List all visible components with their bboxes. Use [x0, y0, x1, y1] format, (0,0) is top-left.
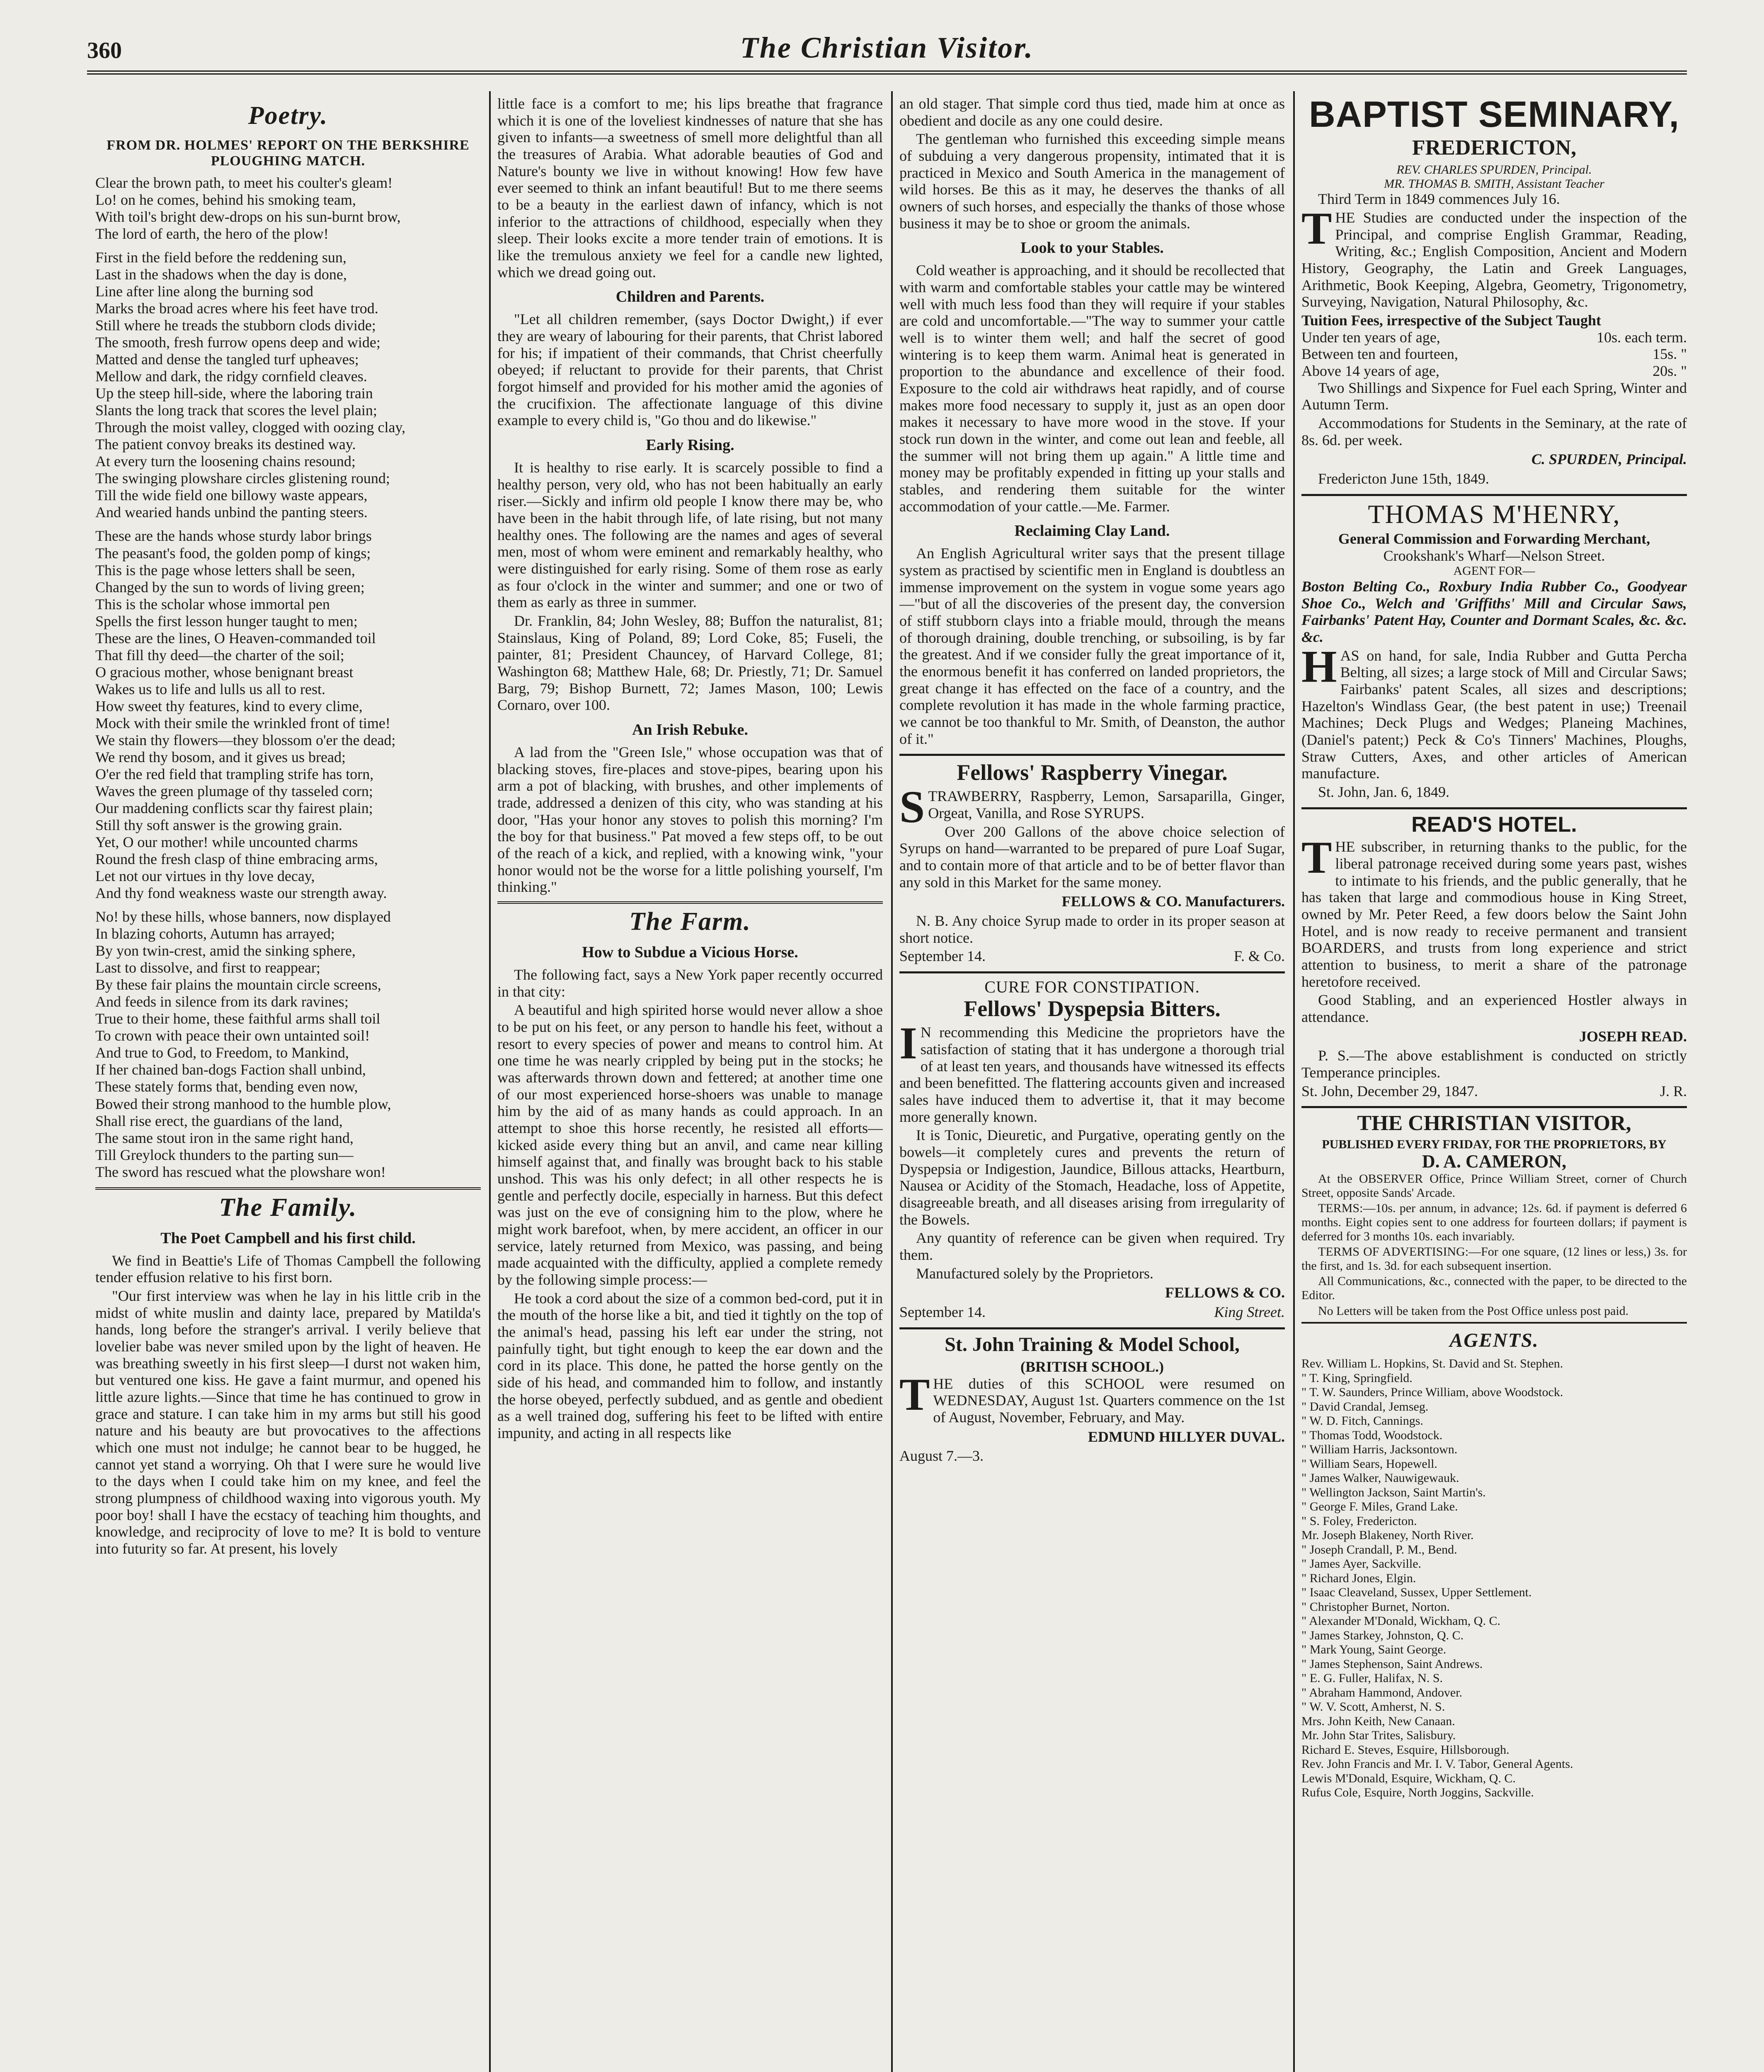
place: King Street.: [1214, 1304, 1285, 1321]
principal: REV. CHARLES SPURDEN, Principal.: [1396, 163, 1592, 177]
seminary-subheading: FREDERICTON,: [1412, 136, 1577, 160]
column-3: [899, 95, 1285, 2072]
poem-line: Changed by the sun to words of living green;: [95, 579, 365, 595]
poem-line: To crown with peace their own untainted soil!: [95, 1027, 370, 1044]
poem-line: And true to God, to Freedom, to Mankind,: [95, 1044, 349, 1061]
masthead: [87, 25, 1687, 75]
poem-line: Still thy soft answer is the growing grain.: [95, 817, 342, 834]
poem-line: O'er the red field that trampling strife has torn,: [95, 765, 374, 782]
column-rule: [1293, 91, 1295, 2072]
agent-entry: Lewis M'Donald, Esquire, Wickham, Q. C.: [1301, 1771, 1516, 1785]
poem-line: Slants the long track that scores the level plain;: [95, 402, 377, 419]
poem-line: This is the page whose letters shall be seen,: [95, 562, 355, 579]
paragraph: little face is a comfort to me; his lips breathe that fragrance which it is one of the loveliest kindnesses of nature that she has given to infants—a sweetness of smell more delightful than all the treasures of Arabia. What adorable beauties of God and Nature's bounty we live in without knowing! How few have ever seemed to think an infant beautiful! But to me there seems to be a beauty in the earliest dawn of infancy, which is not inferior to the attractions of childhood, especially when they sleep. Their looks excite a more tender train of emotions. It is like the tremulous anxiety we feel for a candle new lighted, which we dread going out.: [497, 95, 883, 281]
poem-line: Till Greylock thunders to the parting sun—: [95, 1146, 354, 1163]
poem-line: Through the moist valley, clogged with oozing clay,: [95, 419, 406, 436]
fees-title: Tuition Fees, irrespective of the Subject Taught: [1301, 312, 1602, 329]
cure-heading: CURE FOR CONSTIPATION.: [984, 978, 1200, 997]
paragraph: Cold weather is approaching, and it should be recollected that with warm and comfortable stables your cattle may be wintered well with much less food than they will require if your stables are cold and uncomfortable.—"The way to summer your cattle well is to winter them well; and half the secret of good wintering is to keep them warm. Animal heat is generated in proportion to the abundance and excellence of their food. Exposure to the cold air withdraws heat rapidly, and of course makes more food necessary to supply it, just as an open door makes it necessary to have more wood in the stove. If your stock run down in the winter, and come out lean and feeble, all the summer will not bring them up again." A little time and money may be profitably expended in fitting up your stalls and stables, and rendering them suitable for the winter accommodation of your cattle.—Me. Farmer.: [899, 262, 1285, 515]
poem-line: Mock with their smile the wrinkled front of time!: [95, 714, 390, 731]
clay-title: Reclaiming Clay Land.: [1014, 522, 1170, 540]
bitters-heading: Fellows' Dyspepsia Bitters.: [964, 996, 1221, 1021]
agent-entry: " Joseph Crandall, P. M., Bend.: [1301, 1542, 1457, 1556]
date: September 14.: [899, 948, 986, 965]
poem-line: Last in the shadows when the day is done,: [95, 266, 347, 283]
paragraph: Over 200 Gallons of the above choice selection of Syrups on hand—warranted to be prepared of pure Loaf Sugar, and to contain more of that article and to be of better flavor than any sold in this Market for the same money.: [899, 823, 1285, 891]
poem-line: How sweet thy features, kind to every clime,: [95, 697, 363, 714]
paragraph: THE subscriber, in returning thanks to the public, for the liberal patronage received during some years past, wishes to intimate to his friends, and the public generally, that he has taken that large and commodious house in King Street, owned by Mr. Peter Reed, a few doors below the Saint John Hotel, and is now ready to receive permanent and transient BOARDERS, and trusts from long experience and strict attention to business, to merit a share of the patronage heretofore received.: [1301, 832, 1687, 990]
paragraph: Accommodations for Students in the Seminary, at the rate of 8s. 6d. per week.: [1301, 415, 1687, 448]
paragraph: A lad from the "Green Isle," whose occupation was that of blacking stoves, fire-places and stove-pipes, bearing upon his arm a pot of blacking, with brushes, and other implements of trade, addressed a denizen of this city, who was standing at his door, "Has your honor any stoves to polish this morning? I'm the boy for that business." Pat moved a few steps off, to be out of the reach of a kick, and replied, with a knowing wink, "your honor would not be the worse for a little polishing yourself, I'm thinking.": [497, 743, 883, 896]
stanza: [95, 908, 481, 1181]
vinegar-ad: [899, 754, 1285, 965]
poetry-header: Poetry.: [248, 102, 328, 130]
agent-entry: " James Ayer, Sackville.: [1301, 1557, 1422, 1571]
paragraph: TERMS:—10s. per annum, in advance; 12s. 6d. if payment is deferred 6 months. Eight copies sent to one address for fourteen dollars; if payment is deferred for 3 months 10s. each invariably.: [1301, 1201, 1687, 1243]
family-header: The Family.: [95, 1187, 481, 1222]
poem-line: The swinging plowshare circles glistening round;: [95, 470, 390, 487]
column-4: [1301, 95, 1687, 2072]
poem-line: Still where he treads the stubborn clods divide;: [95, 317, 376, 334]
school-signature: EDMUND HILLYER DUVAL.: [1088, 1428, 1285, 1445]
poem-line: In blazing cohorts, Autumn has arrayed;: [95, 925, 335, 942]
poem-line: By these fair plains the mountain circle screens,: [95, 976, 381, 993]
initials: F. & Co.: [1233, 948, 1285, 965]
agent-entry: " S. Foley, Fredericton.: [1301, 1514, 1417, 1528]
seminary-signature: C. SPURDEN, Principal.: [1531, 451, 1687, 468]
stables-title: Look to your Stables.: [1020, 239, 1164, 257]
reads-ad: [1301, 807, 1687, 1100]
paragraph: Any quantity of reference can be given when required. Try them.: [899, 1230, 1285, 1264]
paragraph: The following fact, says a New York paper recently occurred in that city:: [497, 966, 883, 1000]
paragraph: Manufactured solely by the Proprietors.: [916, 1265, 1153, 1282]
agents-list: [1301, 1357, 1687, 1800]
school-ad: [899, 1327, 1285, 1464]
column-1: [95, 95, 481, 2072]
bitters-ad: [899, 971, 1285, 1321]
poem-line: The same stout iron in the same right hand,: [95, 1129, 354, 1146]
poem: [95, 174, 481, 1181]
paragraph: THE duties of this SCHOOL were resumed on WEDNESDAY, August 1st. Quarters commence on the 1st of August, November, February, and May.: [899, 1369, 1285, 1426]
poem-line: If her chained ban-dogs Faction shall unbind,: [95, 1061, 366, 1078]
column-2: [497, 95, 883, 2072]
fee-row: Between ten and fourteen, 15s. ": [1301, 346, 1687, 363]
dateline: [899, 1304, 1285, 1321]
agent-entry: " James Stephenson, Saint Andrews.: [1301, 1657, 1483, 1671]
paragraph: Boston Belting Co., Roxbury India Rubber Co., Goodyear Shoe Co., Welch and 'Griffiths' Mill and Circular Saws, Fairbanks' Patent Hay, Counter and Dormant Scales, &c. &c. &c.: [1301, 578, 1687, 645]
agent-entry: " William Sears, Hopewell.: [1301, 1457, 1437, 1471]
paragraph: Dr. Franklin, 84; John Wesley, 88; Buffon the naturalist, 81; Stainslaus, King of Poland, 89; Lord Coke, 85; Fuseli, the painter, 81; President Chauncey, of Harvard College, 81; Washington 68; Matthew Hale, 68; Dr. Priestly, 71; Dr. Samuel Barg, 79; Bishop Burnett, 72; James Mason, 100; Lewis Cornaro, over 100.: [497, 612, 883, 714]
agent-entry: Rev. John Francis and Mr. I. V. Tabor, General Agents.: [1301, 1757, 1573, 1771]
poem-line: O gracious mother, whose benignant breast: [95, 663, 354, 680]
date: August 7.—3.: [899, 1447, 984, 1464]
term: Third Term in 1849 commences July 16.: [1318, 191, 1560, 208]
poem-line: Waves the green plumage of thy tasseled corn;: [95, 782, 373, 799]
school-heading: St. John Training & Model School,: [945, 1333, 1240, 1356]
poem-line: Bowed their strong manhood to the humble plow,: [95, 1095, 391, 1112]
mchenry-agent: AGENT FOR—: [1453, 564, 1535, 578]
paragraph: At the OBSERVER Office, Prince William Street, corner of Church Street, opposite Sands' Arcade.: [1301, 1172, 1687, 1200]
date: Fredericton June 15th, 1849.: [1318, 470, 1489, 487]
paragraph: "Let all children remember, (says Doctor Dwight,) if ever they are weary of labouring for their parents, that Christ labored for his; if impatient of their commands, that Christ cheerfully obeyed; if reluctant to provide for their parents, that Christ forgot himself and provided for his mother amid the agonies of the crucifixion. The affectionate language of this divine example to every child is, "Go thou and do likewise.": [497, 311, 883, 429]
divider: [1301, 1322, 1687, 1324]
date: September 14.: [899, 1304, 986, 1321]
agents-heading: AGENTS.: [1449, 1329, 1539, 1352]
reads-heading: READ'S HOTEL.: [1411, 812, 1577, 837]
date: St. John, Jan. 6, 1849.: [1318, 783, 1450, 800]
children-title: Children and Parents.: [615, 288, 765, 306]
poem-line: Spells the first lesson hunger taught to men;: [95, 612, 358, 629]
poem-line: These stately forms that, bending even now,: [95, 1078, 358, 1095]
paragraph: THE Studies are conducted under the inspection of the Principal, and comprise English Grammar, Reading, Writing, &c.; English Composition, Ancient and Modern History, Geography, the Latin and Greek Languages, Arithmetic, Book Keeping, Algebra, Geometry, Trigonometry, Surveying, Navigation, Natural Philosophy, &c.: [1301, 203, 1687, 310]
agent-entry: " W. V. Scott, Amherst, N. S.: [1301, 1700, 1445, 1714]
agent-entry: " Alexander M'Donald, Wickham, Q. C.: [1301, 1614, 1500, 1628]
agent-entry: " Richard Jones, Elgin.: [1301, 1571, 1416, 1585]
poem-line: This is the scholar whose immortal pen: [95, 595, 330, 612]
dateline: [1301, 1083, 1687, 1100]
agent-entry: Richard E. Steves, Esquire, Hillsborough.: [1301, 1743, 1510, 1757]
poem-line: Let not our virtues in thy love decay,: [95, 868, 315, 885]
mchenry-ad: [1301, 494, 1687, 801]
visitor-heading: THE CHRISTIAN VISITOR,: [1357, 1111, 1631, 1135]
agent-entry: " Isaac Cleaveland, Sussex, Upper Settlement.: [1301, 1585, 1532, 1600]
poem-line: With toil's bright dew-drops on his sun-burnt brow,: [95, 208, 401, 225]
agent-entry: " George F. Miles, Grand Lake.: [1301, 1500, 1458, 1514]
agent-entry: " Christopher Burnet, Norton.: [1301, 1600, 1450, 1614]
paragraph: "Our first interview was when he lay in his little crib in the midst of white muslin and dainty lace, prepared by Matilda's hands, long before the stranger's arrival. I verily believe that lovelier babe was never smiled upon by the light of heaven. He was breathing sweetly in his first sleep—I durst not waken him, but ventured one kiss. He gave a faint murmur, and opened his little azure lights.—Since that time he has continued to grow in grace and stature. I can take him in my arms but still his good nature and his beauty are but provocatives to the affections which one must not indulge; he cannot bear to be hugged, he cannot yet stand a worrying. Oh that I were sure he would live to the days when I could take him on my knee, and feel the strong plumpness of childhood waxing into vigorous youth. My poor boy! shall I have the ecstacy of teaching him thoughts, and knowledge, and reciprocity of love to me? It is bold to venture into futurity so far. At present, his lovely: [95, 1288, 481, 1557]
poem-line: By yon twin-crest, amid the sinking sphere,: [95, 942, 356, 959]
paragraph: An English Agricultural writer says that the present tillage system as practised by scientific men in England is doubtless an immense improvement on the system in vogue some years ago—"but of all the discoveries of the present day, the conversion of stiff stubborn clays into a friable mould, through the means of thorough draining, double trenching, or subsoiling, is by far the greatest. And if we consider fully the great importance of it, the enormous benefit it has conferred on landed proprietors, the great change it has effected on the face of a country, and the complete revolution it has made in the whole farming practice, we cannot be too thankful to Mr. Smith, of Deanston, the author of it.": [899, 545, 1285, 747]
school-subheading: (BRITISH SCHOOL.): [1020, 1358, 1164, 1375]
agent-entry: " T. King, Springfield.: [1301, 1371, 1413, 1385]
poem-line: The lord of earth, the hero of the plow!: [95, 225, 329, 242]
mchenry-address: Crookshank's Wharf—Nelson Street.: [1383, 547, 1605, 564]
paragraph: No Letters will be taken from the Post Office unless post paid.: [1318, 1304, 1629, 1318]
poem-line: That fill thy deed—the charter of the soil;: [95, 646, 344, 663]
paragraph: HAS on hand, for sale, India Rubber and Gutta Percha Belting, all sizes; a large stock of Mill and Circular Saws; Fairbanks' patent Scales, all sizes and descriptions; Hazelton's Windlass Gear, (the best patent in use;) Treenail Machines; Deck Plugs and Wedges; Planeing Machines, (Daniel's patent;) Peck & Co's Tinners' Machines, Ploughs, Straw Cutters, Axes, and other articles of American manufacture.: [1301, 641, 1687, 782]
running-head: The Christian Visitor.: [740, 31, 1034, 64]
paragraph: Two Shillings and Sixpence for Fuel each Spring, Winter and Autumn Term.: [1301, 379, 1687, 413]
horse-title: How to Subdue a Vicious Horse.: [582, 944, 798, 961]
fee-row: Under ten years of age, 10s. each term.: [1301, 329, 1687, 346]
paragraph: We find in Beattie's Life of Thomas Campbell the following tender effusion relative to his first born.: [95, 1252, 481, 1286]
poem-line: Till the wide field one billowy waste appears,: [95, 487, 368, 504]
poem-title: FROM DR. HOLMES' REPORT ON THE BERKSHIRE PLOUGHING MATCH.: [107, 138, 470, 169]
agent-entry: " Abraham Hammond, Andover.: [1301, 1685, 1463, 1699]
poem-line: Yet, O our mother! while uncounted charms: [95, 834, 358, 851]
poem-line: Mellow and dark, the ridgy cornfield cleaves.: [95, 368, 367, 385]
visitor-editor: D. A. CAMERON,: [1422, 1151, 1567, 1172]
paragraph: IN recommending this Medicine the proprietors have the satisfaction of stating that it has undergone a thorough trial of at least ten years, and thousands have witnessed its effects and been benefitted. The flattering accounts given and increased sales have induced them to advertise it, that it may become more generally known.: [899, 1018, 1285, 1125]
fee-row: Above 14 years of age, 20s. ": [1301, 363, 1687, 380]
poem-line: Round the fresh clasp of thine embracing arms,: [95, 851, 378, 868]
farm-header: The Farm.: [497, 901, 883, 936]
stanza: [95, 174, 481, 242]
rebuke-title: An Irish Rebuke.: [632, 721, 748, 739]
poem-line: At every turn the loosening chains resound;: [95, 453, 356, 470]
seminary-heading: BAPTIST SEMINARY,: [1309, 95, 1679, 135]
poem-line: And thy fond weakness waste our strength away.: [95, 885, 387, 902]
paragraph: an old stager. That simple cord thus tied, made him at once as obedient and docile as any one could desire.: [899, 95, 1285, 129]
poem-line: Last to dissolve, and first to reappear;: [95, 959, 320, 976]
agent-entry: Rev. William L. Hopkins, St. David and St. Stephen.: [1301, 1357, 1563, 1371]
agent-entry: " T. W. Saunders, Prince William, above Woodstock.: [1301, 1385, 1563, 1399]
poem-line: The sword has rescued what the plowshare won!: [95, 1163, 386, 1180]
paragraph: A beautiful and high spirited horse would never allow a shoe to be put on his feet, or any person to handle his feet, without a resort to every species of power and means to control him. At one time he was nearly crippled by being put in the stocks; he was afterwards thrown down and fettered; at another time one of our most experienced horse-shoers was unable to manage him by the aid of as many hands as could approach. In an attempt to shoe this horse recently, he resisted all efforts—kicked aside every thing but an anvil, and came near killing himself against that, and finally was brought back to his stable unshod. This was his only defect; in all other respects he is gentle and perfectly docile, especially in harness. But this defect was just on the eve of consigning him to the plow, where he might work barefoot, when, by mere accident, an officer in our service, lately returned from Mexico, was passing, and being made acquainted with the difficulty, applied a complete remedy by the following simple process:—: [497, 1002, 883, 1288]
paragraph: Good Stabling, and an experienced Hostler always in attendance.: [1301, 992, 1687, 1025]
agent-entry: Mrs. John Keith, New Canaan.: [1301, 1714, 1455, 1728]
poem-line: Wakes us to life and lulls us all to rest.: [95, 680, 326, 697]
poem-line: Clear the brown path, to meet his coulter's gleam!: [95, 174, 393, 191]
paragraph: STRAWBERRY, Raspberry, Lemon, Sarsaparilla, Ginger, Orgeat, Vanilla, and Rose SYRUPS.: [899, 782, 1285, 833]
poem-line: These are the hands whose sturdy labor brings: [95, 528, 372, 545]
poem-line: The peasant's food, the golden pomp of kings;: [95, 545, 371, 562]
paragraph: It is Tonic, Dieuretic, and Purgative, operating gently on the bowels—it completely cures and prevents the return of Dyspepsia or Indigestion, Jaundice, Billous attacks, Heartburn, Nausea or Acidity of the Stomach, Headache, loss of Appetite, disagreeable breath, and all diseases arising from irregularity of the Bowels.: [899, 1127, 1285, 1228]
agent-entry: " William Harris, Jacksontown.: [1301, 1443, 1458, 1457]
poem-line: True to their home, these faithful arms shall toil: [95, 1010, 380, 1027]
mchenry-heading: THOMAS M'HENRY,: [1368, 499, 1621, 529]
poem-line: First in the field before the reddening sun,: [95, 249, 346, 266]
poem-line: And wearied hands unbind the panting steers.: [95, 504, 368, 521]
agent-entry: Mr. John Star Trites, Salisbury.: [1301, 1728, 1456, 1743]
agent-entry: " E. G. Fuller, Halifax, N. S.: [1301, 1671, 1443, 1685]
visitor-notice: [1301, 1106, 1687, 1800]
family-article-title: The Poet Campbell and his first child.: [160, 1229, 416, 1247]
vinegar-ad-heading: Fellows' Raspberry Vinegar.: [957, 760, 1228, 785]
poem-line: And feeds in silence from its dark ravines;: [95, 993, 349, 1010]
poem-line: The patient convoy breaks its destined way.: [95, 436, 356, 453]
paragraph: It is healthy to rise early. It is scarcely possible to find a healthy person, very old, who has not been habitually an early riser.—Sickly and infirm old people I know there may be, who have been in the habit through life, of late rising, but not many healthy ones. The following are the names and ages of several men, most of whom were eminent and remarkably healthy, who were distinguished for early rising. Some of them rose as early as four o'clock in the winter and summer; and one or two of them as early as three in summer.: [497, 459, 883, 611]
poem-line: Shall rise erect, the guardians of the land,: [95, 1112, 343, 1129]
poem-line: We stain thy flowers—they blossom o'er the dead;: [95, 731, 396, 748]
agent-entry: Mr. Joseph Blakeney, North River.: [1301, 1528, 1474, 1542]
column-rule: [489, 91, 491, 2072]
dateline: [899, 948, 1285, 965]
poem-line: Our maddening conflicts scar thy fairest plain;: [95, 799, 373, 816]
agent-entry: " Wellington Jackson, Saint Martin's.: [1301, 1485, 1486, 1499]
teacher: MR. THOMAS B. SMITH, Assistant Teacher: [1384, 177, 1604, 191]
poem-line: Matted and dense the tangled turf upheaves;: [95, 351, 359, 368]
poem-line: Marks the broad acres where his feet have trod.: [95, 300, 378, 317]
poem-line: We rend thy bosom, and it gives us bread;: [95, 748, 346, 765]
page-number: 360: [87, 38, 122, 63]
rising-title: Early Rising.: [646, 436, 734, 454]
date: St. John, December 29, 1847.: [1301, 1082, 1478, 1099]
agent-entry: " David Crandal, Jemseg.: [1301, 1399, 1429, 1414]
paragraph: TERMS OF ADVERTISING:—For one square, (12 lines or less,) 3s. for the first, and 1s. 3d. for each subsequent insertion.: [1301, 1245, 1687, 1273]
poem-line: No! by these hills, whose banners, now displayed: [95, 908, 391, 925]
vinegar-signature: FELLOWS & CO. Manufacturers.: [1061, 893, 1285, 910]
agent-entry: " James Starkey, Johnston, Q. C.: [1301, 1628, 1464, 1642]
stanza: [95, 528, 481, 902]
poem-line: Up the steep hill-side, where the laboring train: [95, 385, 373, 402]
initials: J. R.: [1660, 1082, 1687, 1099]
poem-line: Line after line along the burning sod: [95, 283, 313, 300]
reads-signature: JOSEPH READ.: [1579, 1028, 1687, 1045]
paragraph: N. B. Any choice Syrup made to order in its proper season at short notice.: [899, 913, 1285, 946]
stanza: [95, 249, 481, 521]
agent-entry: Rufus Cole, Esquire, North Joggins, Sackville.: [1301, 1786, 1534, 1800]
poem-line: The smooth, fresh furrow opens deep and wide;: [95, 334, 380, 351]
mchenry-subheading: General Commission and Forwarding Merchant,: [1338, 530, 1650, 547]
visitor-publisher-line: PUBLISHED EVERY FRIDAY, FOR THE PROPRIETORS, BY: [1322, 1137, 1667, 1151]
poem-line: Lo! on he comes, behind his smoking team,: [95, 191, 356, 208]
agent-entry: " Mark Young, Saint George.: [1301, 1643, 1447, 1657]
agent-entry: " James Walker, Nauwigewauk.: [1301, 1471, 1459, 1485]
paragraph: The gentleman who furnished this exceeding simple means of subduing a very dangerous propensity, intimated that it is practiced in Mexico and South America in the management of wild horses. Be this as it may, he deserves the thanks of all owners of such horses, and especially the thanks of those whose business it may be to shoe or groom the animals.: [899, 131, 1285, 232]
agent-entry: " W. D. Fitch, Cannings.: [1301, 1414, 1423, 1428]
column-rule: [891, 91, 893, 2072]
paragraph: P. S.—The above establishment is conducted on strictly Temperance principles.: [1301, 1047, 1687, 1081]
agent-entry: " Thomas Todd, Woodstock.: [1301, 1428, 1443, 1442]
bitters-signature: FELLOWS & CO.: [1165, 1284, 1285, 1301]
paragraph: All Communications, &c., connected with the paper, to be directed to the Editor.: [1301, 1274, 1687, 1302]
poem-line: These are the lines, O Heaven-commanded toil: [95, 629, 376, 646]
paragraph: He took a cord about the size of a common bed-cord, put it in the mouth of the horse like a bit, and tied it tightly on the top of the animal's head, passing his left ear under the string, not painfully tight, but tight enough to keep the ear down and the cord in its place. This done, he patted the horse gently on the side of his head, and commanded him to follow, and instantly the horse obeyed, perfectly subdued, and as gentle and obedient as a well trained dog, suffering his feet to be lifted with entire impunity, and acting in all respects like: [497, 1290, 883, 1442]
